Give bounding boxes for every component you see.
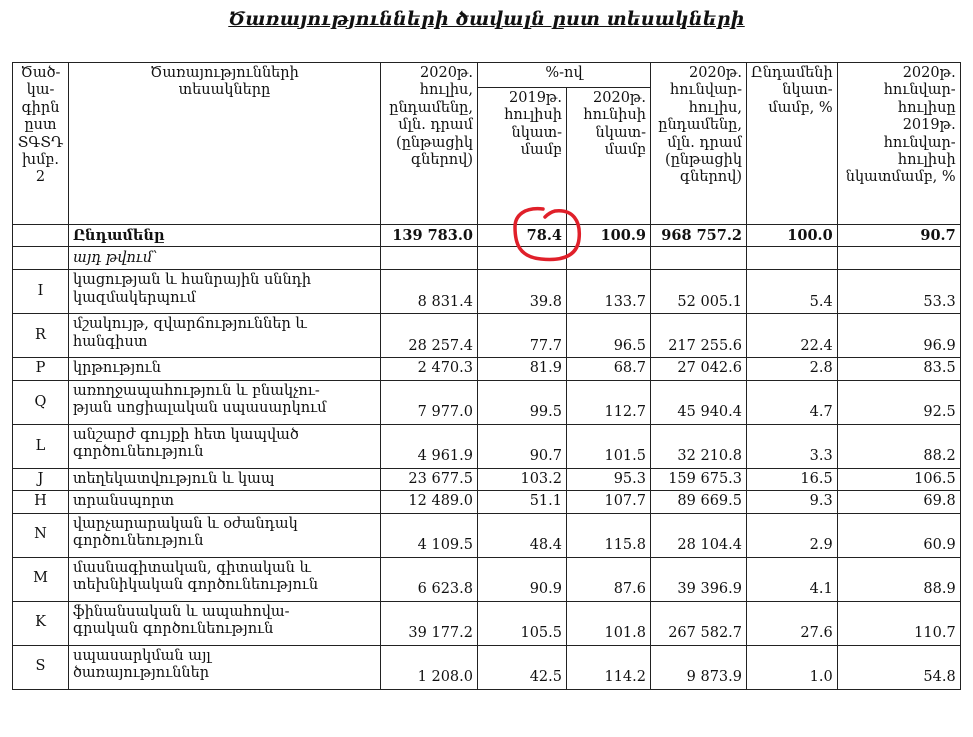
row-v4: 52 005.1 xyxy=(651,270,747,314)
row-code: M xyxy=(13,557,69,601)
row-code: N xyxy=(13,513,69,557)
header-yoy: 2020թ. հունվար- հուլիսը 2019թ. հունվար- հուլիսի նկատմամբ, % xyxy=(837,63,960,225)
row-name: կացության և հանրային սննդի կազմակերպում xyxy=(69,270,381,314)
total-v1: 139 783.0 xyxy=(381,225,478,247)
row-v3: 95.3 xyxy=(567,468,651,490)
row-name: վարչարարական և օժանդակ գործունեություն xyxy=(69,513,381,557)
row-v4: 39 396.9 xyxy=(651,557,747,601)
row-v2: 90.7 xyxy=(478,424,567,468)
row-code: S xyxy=(13,645,69,689)
row-v6: 88.2 xyxy=(837,424,960,468)
table-row xyxy=(13,645,961,689)
row-v6: 53.3 xyxy=(837,270,960,314)
row-code: P xyxy=(13,358,69,380)
row-v3: 87.6 xyxy=(567,557,651,601)
row-v5: 9.3 xyxy=(747,491,838,513)
row-name: սպասարկման այլ ծառայություններ xyxy=(69,645,381,689)
header-share: Ընդամենի նկատ- մամբ, % xyxy=(747,63,838,225)
row-v5: 1.0 xyxy=(747,645,838,689)
row-v4: 27 042.6 xyxy=(651,358,747,380)
header-2020-july: 2020թ. հուլիս, ընդամենը, մլն. դրամ (ընթացիկ գներով) xyxy=(381,63,478,225)
table-row xyxy=(13,270,961,314)
row-v4: 9 873.9 xyxy=(651,645,747,689)
row-v1: 4 961.9 xyxy=(381,424,478,468)
header-pct-2019: 2019թ. հուլիսի նկատ- մամբ xyxy=(478,88,567,225)
total-v2: 78.4 xyxy=(478,225,567,247)
header-code: Ծած- կա- գիրն ըստ ՏԳՏԴ խմբ. 2 xyxy=(13,63,69,225)
row-code: J xyxy=(13,468,69,490)
row-v3: 114.2 xyxy=(567,645,651,689)
table-row xyxy=(13,380,961,424)
row-v4: 267 582.7 xyxy=(651,601,747,645)
row-v2: 105.5 xyxy=(478,601,567,645)
row-v1: 12 489.0 xyxy=(381,491,478,513)
row-v4: 45 940.4 xyxy=(651,380,747,424)
row-v6: 106.5 xyxy=(837,468,960,490)
row-v5: 5.4 xyxy=(747,270,838,314)
row-v5: 27.6 xyxy=(747,601,838,645)
row-v4: 159 675.3 xyxy=(651,468,747,490)
row-v6: 110.7 xyxy=(837,601,960,645)
row-v1: 4 109.5 xyxy=(381,513,478,557)
row-name: տեղեկատվություն և կապ xyxy=(69,468,381,490)
row-code: Q xyxy=(13,380,69,424)
row-name: ֆինանսական և ապահովա- գրական գործունեություն xyxy=(69,601,381,645)
row-v2: 81.9 xyxy=(478,358,567,380)
row-v1: 6 623.8 xyxy=(381,557,478,601)
total-v6: 90.7 xyxy=(837,225,960,247)
row-v5: 4.7 xyxy=(747,380,838,424)
row-v1: 7 977.0 xyxy=(381,380,478,424)
table-row xyxy=(13,468,961,490)
row-name: առողջապահություն և բնակչու- թյան սոցիալական սպասարկում xyxy=(69,380,381,424)
header-percent-group: %-ով xyxy=(478,63,651,88)
table-row xyxy=(13,601,961,645)
row-v2: 77.7 xyxy=(478,314,567,358)
row-v4: 28 104.4 xyxy=(651,513,747,557)
header-service-type: Ծառայությունների տեսակները xyxy=(69,63,381,225)
total-label: Ընդամենը xyxy=(69,225,381,247)
row-code: H xyxy=(13,491,69,513)
row-v6: 60.9 xyxy=(837,513,960,557)
row-v6: 92.5 xyxy=(837,380,960,424)
row-code: K xyxy=(13,601,69,645)
row-name: անշարժ գույքի հետ կապված գործունեություն xyxy=(69,424,381,468)
row-v4: 217 255.6 xyxy=(651,314,747,358)
row-v2: 39.8 xyxy=(478,270,567,314)
table-row xyxy=(13,424,961,468)
row-v5: 3.3 xyxy=(747,424,838,468)
row-name: տրանսպորտ xyxy=(69,491,381,513)
row-v5: 16.5 xyxy=(747,468,838,490)
row-code: L xyxy=(13,424,69,468)
row-v5: 4.1 xyxy=(747,557,838,601)
row-v3: 133.7 xyxy=(567,270,651,314)
row-v1: 2 470.3 xyxy=(381,358,478,380)
total-v4: 968 757.2 xyxy=(651,225,747,247)
note-text: այդ թվում՝ xyxy=(69,247,381,270)
row-v4: 89 669.5 xyxy=(651,491,747,513)
table-row xyxy=(13,557,961,601)
total-row xyxy=(13,225,961,247)
total-v3: 100.9 xyxy=(567,225,651,247)
row-v1: 1 208.0 xyxy=(381,645,478,689)
row-v2: 99.5 xyxy=(478,380,567,424)
table-row xyxy=(13,358,961,380)
header-2020-jan-jul: 2020թ. հունվար- հուլիս, ընդամենը, մլն. դրամ (ընթացիկ գներով) xyxy=(651,63,747,225)
header-pct-2020: 2020թ. հունիսի նկատ- մամբ xyxy=(567,88,651,225)
row-v3: 68.7 xyxy=(567,358,651,380)
row-v3: 107.7 xyxy=(567,491,651,513)
row-v6: 54.8 xyxy=(837,645,960,689)
row-v2: 51.1 xyxy=(478,491,567,513)
row-v5: 2.9 xyxy=(747,513,838,557)
total-v5: 100.0 xyxy=(747,225,838,247)
table-row xyxy=(13,513,961,557)
row-v3: 96.5 xyxy=(567,314,651,358)
page-title: Ծառայությունների ծավալն ըստ տեսակների xyxy=(228,8,745,30)
row-v3: 115.8 xyxy=(567,513,651,557)
row-v3: 112.7 xyxy=(567,380,651,424)
row-v5: 22.4 xyxy=(747,314,838,358)
row-name: կրթություն xyxy=(69,358,381,380)
row-v2: 48.4 xyxy=(478,513,567,557)
row-v2: 103.2 xyxy=(478,468,567,490)
row-v1: 8 831.4 xyxy=(381,270,478,314)
red-circle-annotation xyxy=(511,203,583,263)
row-v1: 23 677.5 xyxy=(381,468,478,490)
row-v2: 90.9 xyxy=(478,557,567,601)
row-v4: 32 210.8 xyxy=(651,424,747,468)
row-code: I xyxy=(13,270,69,314)
table-row xyxy=(13,314,961,358)
row-v3: 101.5 xyxy=(567,424,651,468)
row-v1: 39 177.2 xyxy=(381,601,478,645)
row-v6: 83.5 xyxy=(837,358,960,380)
row-name: մշակույթ, զվարճություններ և հանգիստ xyxy=(69,314,381,358)
row-v6: 96.9 xyxy=(837,314,960,358)
row-name: մասնագիտական, գիտական և տեխնիկական գործունեություն xyxy=(69,557,381,601)
row-v3: 101.8 xyxy=(567,601,651,645)
services-table xyxy=(12,62,961,690)
total-code xyxy=(13,225,69,247)
row-v1: 28 257.4 xyxy=(381,314,478,358)
row-v2: 42.5 xyxy=(478,645,567,689)
row-code: R xyxy=(13,314,69,358)
table-row xyxy=(13,491,961,513)
row-v5: 2.8 xyxy=(747,358,838,380)
row-v6: 88.9 xyxy=(837,557,960,601)
row-v6: 69.8 xyxy=(837,491,960,513)
note-row xyxy=(13,247,961,270)
